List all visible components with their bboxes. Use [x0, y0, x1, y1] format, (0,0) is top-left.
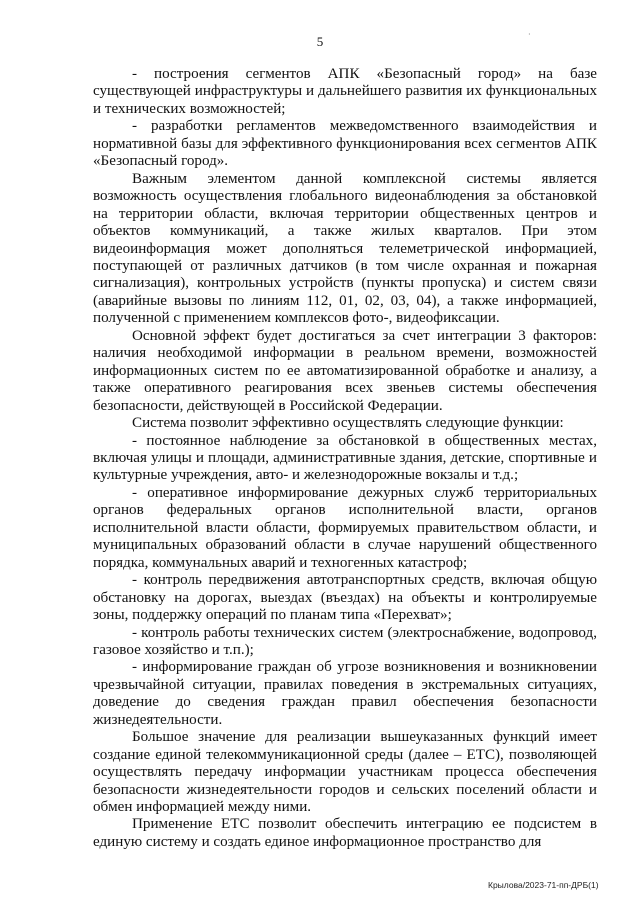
paragraph-11: Большое значение для реализации вышеуказанных функций имеет создание единой телекоммуникационной среды (далее – ЕТС), позволяющей осуществлять передачу информации участникам процесса обеспечения безопасности жизнедеятельности городов и сельских поселений области и обмен информацией между ними.	[93, 729, 597, 816]
paragraph-9: - контроль работы технических систем (электроснабжение, водопровод, газовое хозяйство и т.п.);	[93, 624, 597, 658]
paragraph-5: Система позволит эффективно осуществлять следующие функции:	[132, 415, 564, 432]
paragraph-1: - построения сегментов АПК «Безопасный город» на базе существующей инфраструктуры и дальнейшего развития их функциональных и технических возможностей;	[93, 66, 597, 117]
page-number: 5	[316, 34, 324, 49]
paragraph-6: - постоянное наблюдение за обстановкой в общественных местах, включая улицы и площади, административные здания, детские, спортивные и культурные учреждения, авто- и железнодорожные вокзалы и т.д.;	[93, 432, 597, 484]
paragraph-10: - информирование граждан об угрозе возникновения и возникновении чрезвычайной ситуации, правилах поведения в экстремальных ситуациях, доведение до сведения граждан правил обеспечения безопасности жизнедеятельности.	[93, 659, 597, 728]
paragraph-7: - оперативное информирование дежурных служб территориальных органов федеральных органов исполнительной власти, органов исполнительной власти области, формируемых правительством области, и муниципальных образований области в случае нарушений общественного порядка, коммунальных аварий и техногенных катастроф;	[93, 484, 597, 571]
paragraph-8: - контроль передвижения автотранспортных средств, включая общую обстановку на дорогах, выездах (въездах) на объекты и контролируемые зоны, поддержку операций по планам типа «Перехват»;	[93, 572, 597, 624]
scan-dot: ·	[528, 30, 531, 39]
paragraph-3: Важным элементом данной комплексной системы является возможность осуществления глобального видеонаблюдения за обстановкой на территории области, включая территории общественных центров и объектов коммуникаций, а также жилых кварталов. При этом видеоинформация может дополняться телеметрической информацией, поступающей от различных датчиков (в том числе охранная и пожарная сигнализация), контрольных устройств (пункты пропуска) и систем связи (аварийные вызовы по линиям 112, 01, 02, 03, 04), а также информацией, полученной с применением комплексов фото-, видеофиксации.	[93, 170, 597, 327]
footer-file-id: Крылова/2023-71-пп-ДРБ(1)	[488, 880, 599, 890]
paragraph-2: - разработки регламентов межведомственного взаимодействия и нормативной базы для эффективного функционирования всех сегментов АПК «Безопасный город».	[93, 118, 597, 170]
paragraph-12: Применение ЕТС позволит обеспечить интеграцию ее подсистем в единую систему и создать единое информационное пространство для	[93, 816, 597, 850]
document-body	[93, 66, 597, 851]
paragraph-4: Основной эффект будет достигаться за счет интеграции 3 факторов: наличия необходимой информации в реальном времени, возможностей информационных систем по ее автоматизированной обработке и анализу, а также оперативного реагирования всех звеньев системы обеспечения безопасности, действующей в Российской Федерации.	[93, 327, 597, 414]
